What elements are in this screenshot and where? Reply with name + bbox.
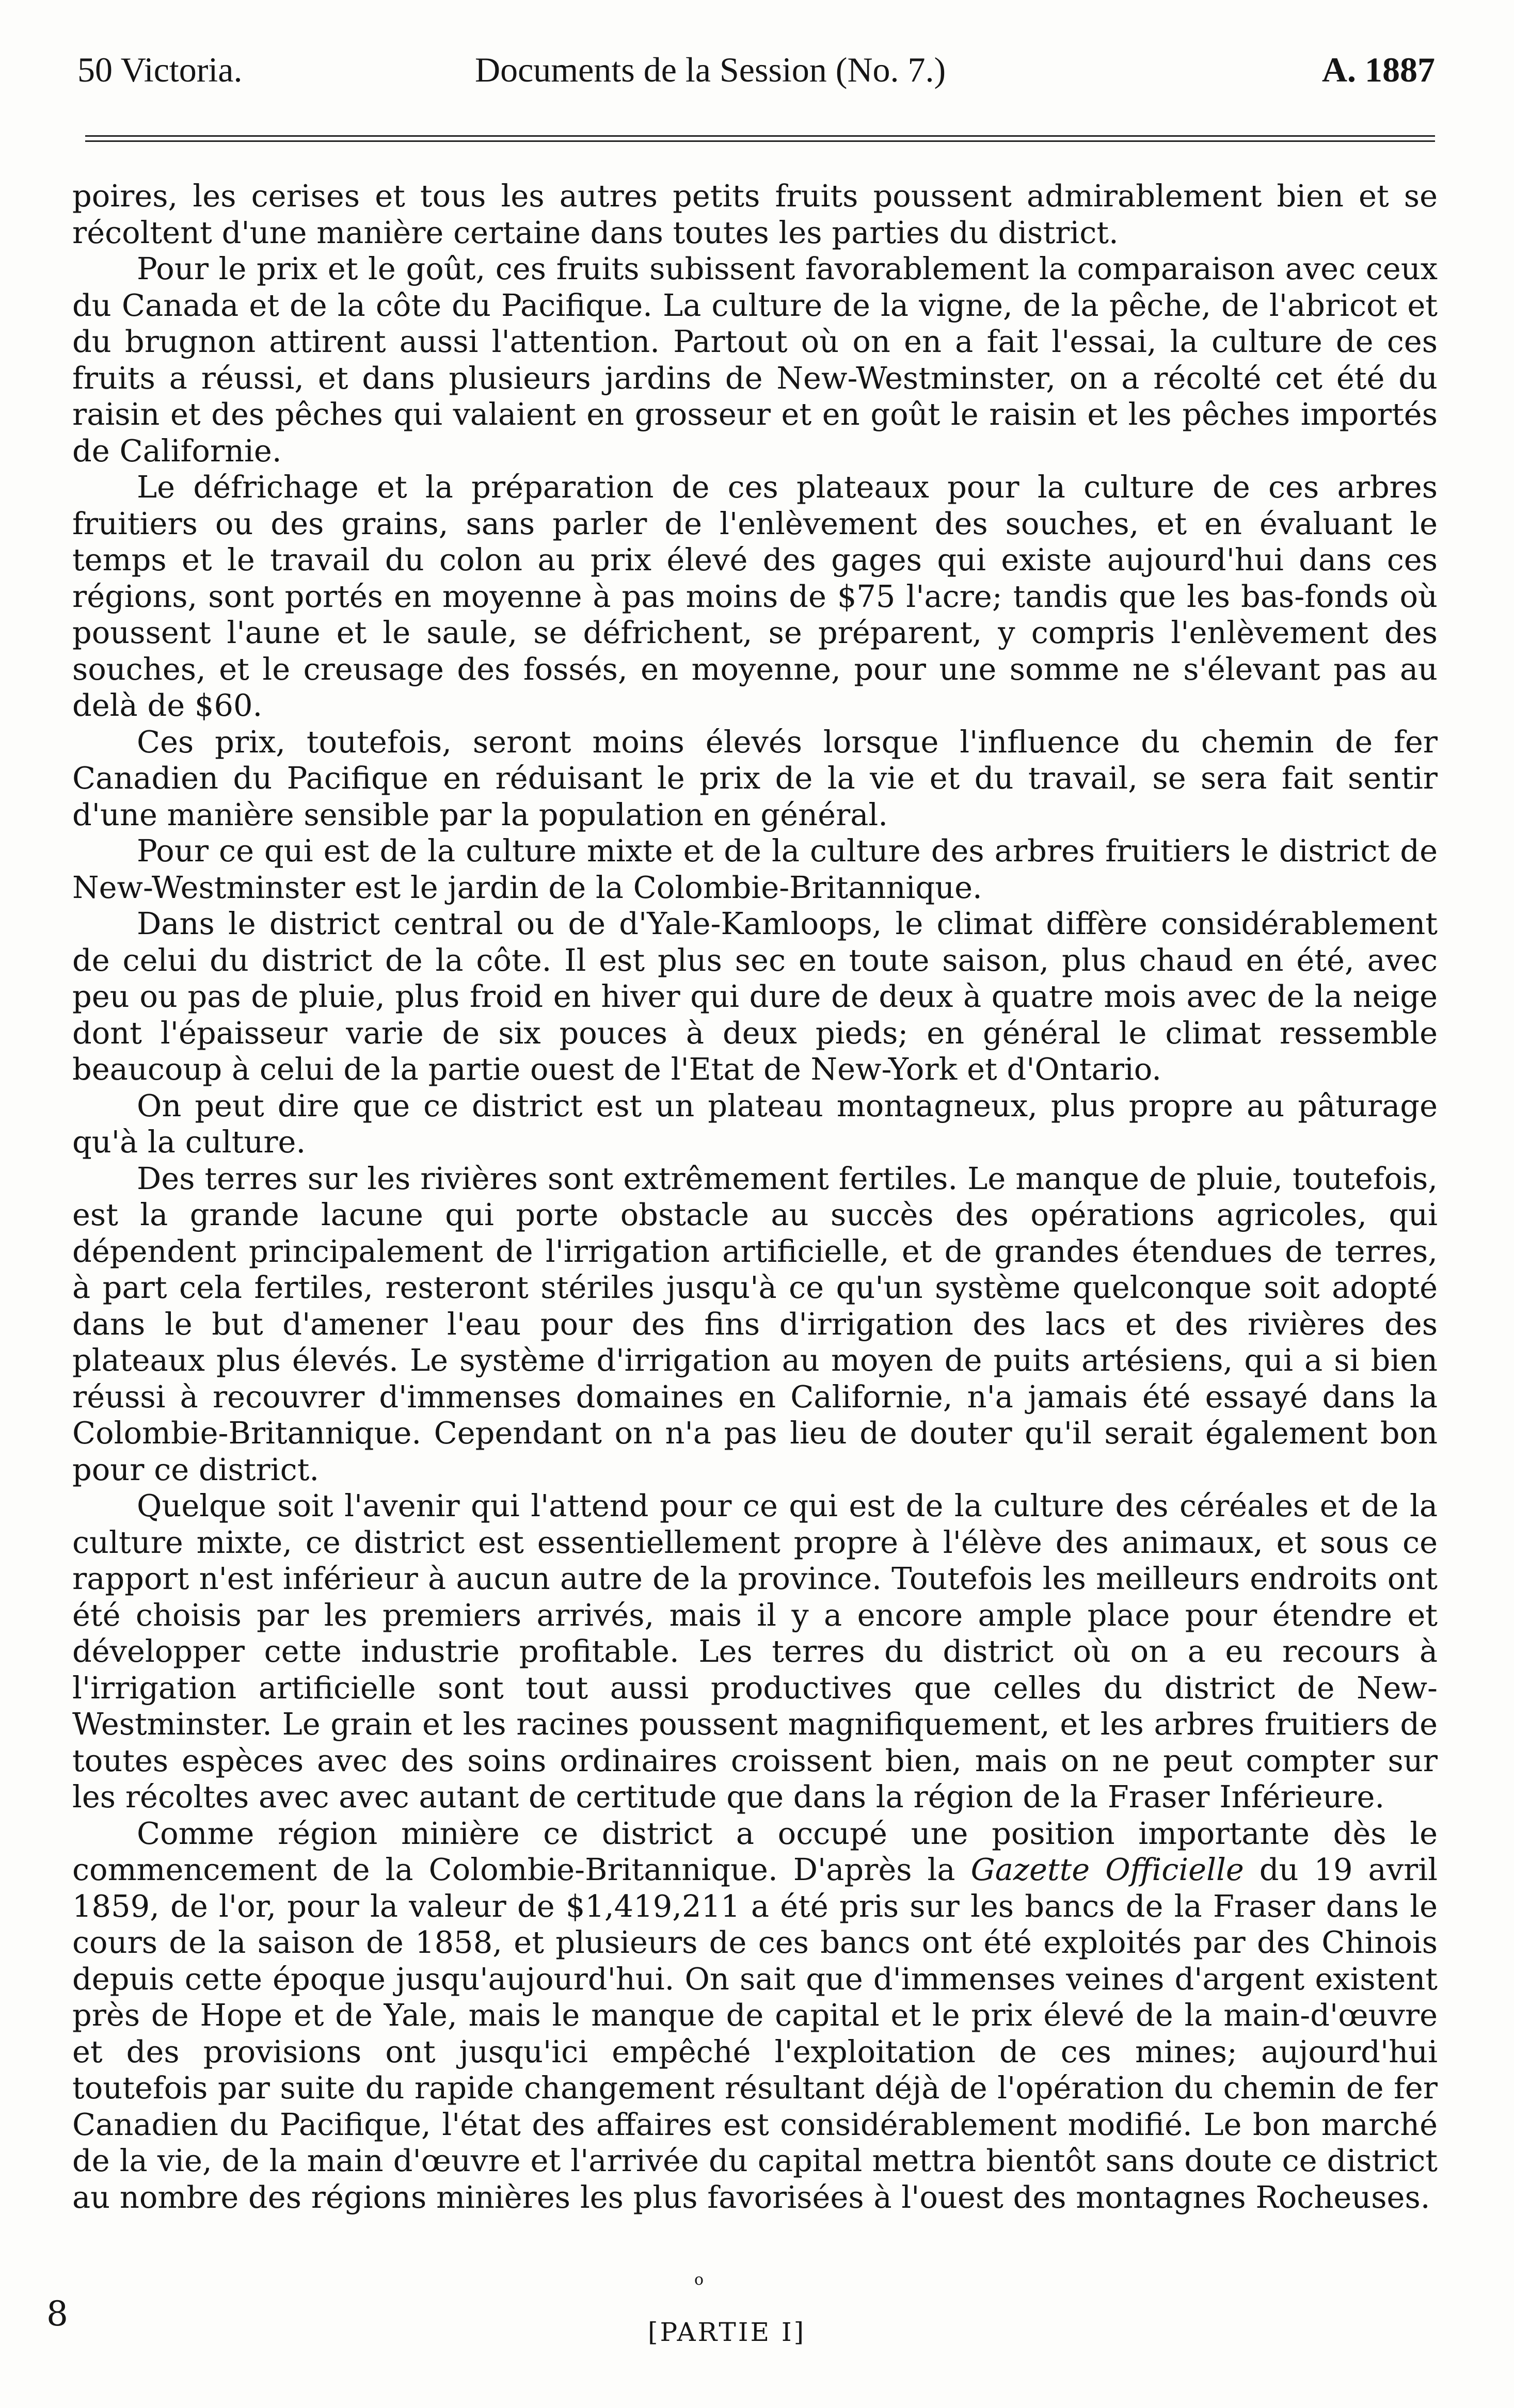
paragraph: poires, les cerises et tous les autres petits fruits poussent admirablement bien et se récoltent d'une manière certaine dans toutes les parties du district.: [72, 178, 1438, 250]
header-year: A. 1887: [1321, 50, 1435, 89]
paragraph: Des terres sur les rivières sont extrêmement fertiles. Le manque de pluie, toutefois, est la grande lacune qui porte obstacle au succès des opérations agricoles, qui dépendent principalement de l'irrigation artificielle, et de grandes étendues de terres, à part cela fertiles, resteront stériles jusqu'à ce qu'un système quelconque soit adopté dans le but d'amener l'eau pour des fins d'irrigation des lacs et des rivières des plateaux plus élevés. Le système d'irrigation au moyen de puits artésiens, qui a si bien réussi à recouvrer d'immenses domaines en Californie, n'a jamais été essayé dans la Colombie-Britannique. Cependant on n'a pas lieu de douter qu'il serait également bon pour ce district.: [72, 1160, 1438, 1487]
paragraph: Pour le prix et le goût, ces fruits subissent favorablement la comparaison avec ceux du Canada et de la côte du Pacifique. La culture de la vigne, de la pêche, de l'abricot et du brugnon attirent aussi l'attention. Partout où on en a fait l'essai, la culture de ces fruits a réussi, et dans plusieurs jardins de New-Westminster, on a récolté cet été du raisin et des pêches qui valaient en grosseur et en goût le raisin et les pêches importés de Californie.: [72, 251, 1438, 469]
footer-mark: o: [694, 2271, 704, 2289]
paragraph: Quelque soit l'avenir qui l'attend pour ce qui est de la culture des céréales et de la culture mixte, ce district est essentiellement propre à l'élève des animaux, et sous ce rapport n'est inférieur à aucun autre de la province. Toutefois les meilleurs endroits ont été choisis par les premiers arrivés, mais il y a encore ample place pour étendre et développer cette industrie profitable. Les terres du district où on a eu recours à l'irrigation artificielle sont tout aussi productives que celles du district de New-Westminster. Le grain et les racines poussent magnifiquement, et les arbres fruitiers de toutes espèces avec des soins ordinaires croissent bien, mais on ne peut compter sur les récoltes avec avec autant de certitude que dans la région de la Fraser Inférieure.: [72, 1488, 1438, 1815]
paragraph-text: Comme région minière ce district a occupé une position importante dès le commencement de la Colombie-Britannique. D'après la: [72, 1815, 1438, 1887]
paragraph: Pour ce qui est de la culture mixte et de la culture des arbres fruitiers le district de New-Westminster est le jardin de la Colombie-Britannique.: [72, 833, 1438, 905]
paragraph-text: du 19 avril 1859, de l'or, pour la valeur de $1,419,211 a été pris sur les bancs de la Fraser dans le cours de la saison de 1858, et plusieurs de ces bancs ont été exploités par des Chinois depuis cette époque jusqu'aujourd'hui. On sait que d'immenses veines d'argent existent près de Hope et de Yale, mais le manque de capital et le prix élevé de la main-d'œuvre et des provisions ont jusqu'ici empêché l'exploitation de ces mines; aujourd'hui toutefois par suite du rapide changement résultant déjà de l'opération du chemin de fer Canadien du Pacifique, l'état des affaires est considérablement modifié. Le bon marché de la vie, de la main d'œuvre et l'arrivée du capital mettra bientôt sans doute ce district au nombre des régions minières les plus favorisées à l'ouest des montagnes Rocheuses.: [72, 1852, 1438, 2215]
running-head: [77, 44, 1435, 95]
gazette-title: Gazette Officielle: [970, 1852, 1244, 1887]
part-label: [PARTIE I]: [648, 2317, 806, 2347]
paragraph: Le défrichage et la préparation de ces plateaux pour la culture de ces arbres fruitiers ou des grains, sans parler de l'enlèvement des souches, et en évaluant le temps et le travail du colon au prix élevé des gages qui existe aujourd'hui dans ces régions, sont portés en moyenne à pas moins de $75 l'acre; tandis que les bas-fonds où poussent l'aune et le saule, se défrichent, se préparent, y compris l'enlèvement des souches, et le creusage des fossés, en moyenne, pour une somme ne s'élevant pas au delà de $60.: [72, 469, 1438, 723]
paragraph-mining: [72, 1816, 1438, 2216]
header-volume: 50 Victoria.: [77, 50, 243, 89]
paragraph: On peut dire que ce district est un plateau montagneux, plus propre au pâturage qu'à la culture.: [72, 1087, 1438, 1160]
header-title: Documents de la Session (No. 7.): [475, 50, 946, 89]
paragraph: Dans le district central ou de d'Yale-Kamloops, le climat diffère considérablement de celui du district de la côte. Il est plus sec en toute saison, plus chaud en été, avec peu ou pas de pluie, plus froid en hiver qui dure de deux à quatre mois avec de la neige dont l'épaisseur varie de six pouces à deux pieds; en général le climat ressemble beaucoup à celui de la partie ouest de l'Etat de New-York et d'Ontario.: [72, 906, 1438, 1087]
header-rule: [85, 135, 1435, 142]
body-text: [72, 178, 1438, 2216]
page-number: 8: [46, 2294, 68, 2334]
paragraph: Ces prix, toutefois, seront moins élevés lorsque l'influence du chemin de fer Canadien du Pacifique en réduisant le prix de la vie et du travail, se sera fait sentir d'une manière sensible par la population en général.: [72, 724, 1438, 832]
